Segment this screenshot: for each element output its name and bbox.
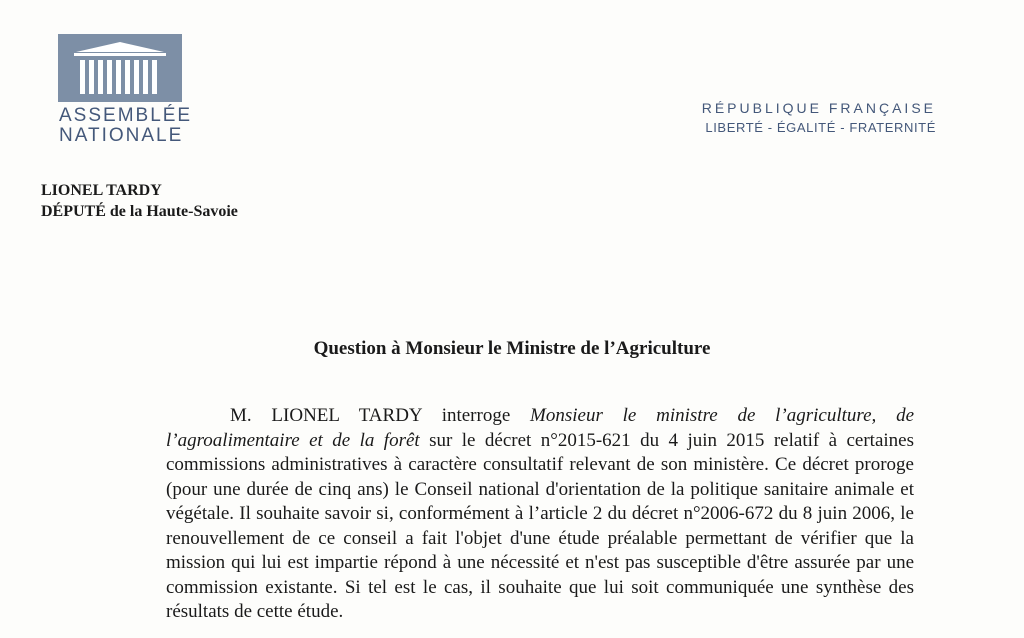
republic-motto: LIBERTÉ - ÉGALITÉ - FRATERNITÉ: [705, 120, 936, 135]
author-role: DÉPUTÉ de la Haute-Savoie: [41, 203, 238, 220]
paragraph-rest: sur le décret n°2015-621 du 4 juin 2015 relatif à certaines commissions administratives à caractère consultatif relevant de son ministère. Ce décret proroge (pour une durée de cinq ans) le Conseil national d'orientation de la politique sanitaire animale et végétale. Il souhaite savoir si, conformément à l’article 2 du décret n°2006-672 du 8 juin 2006, le renouvellement de ce conseil a fait l'objet d'une étude préalable permettant de vérifier que la mission qui lui est impartie répond à une nécessité et n'est pas susceptible d'être assurée par une commission existante. Si tel est le cas, il souhaite que lui soit communiquée une synthèse des résultats de cette étude.: [166, 429, 915, 622]
republic-header: [702, 98, 936, 138]
assemblee-nationale-logo: [58, 34, 193, 146]
question-paragraph: [166, 404, 914, 625]
logo-text-line1: ASSEMBLÉE: [59, 105, 193, 126]
paragraph-lead: M. LIONEL TARDY interroge: [230, 405, 531, 426]
question-body: [166, 404, 914, 625]
parliament-building-icon: [58, 34, 182, 102]
logo-text-line2: NATIONALE: [59, 125, 184, 146]
paragraph-addressee: Monsieur le ministre de l’agriculture, de l’agroalimentaire et de la forêt: [166, 405, 914, 451]
document-title: Question à Monsieur le Ministre de l’Agriculture: [313, 338, 711, 359]
author-name: LIONEL TARDY: [41, 182, 162, 199]
republic-title: RÉPUBLIQUE FRANÇAISE: [701, 100, 936, 116]
author-block: [41, 180, 238, 222]
